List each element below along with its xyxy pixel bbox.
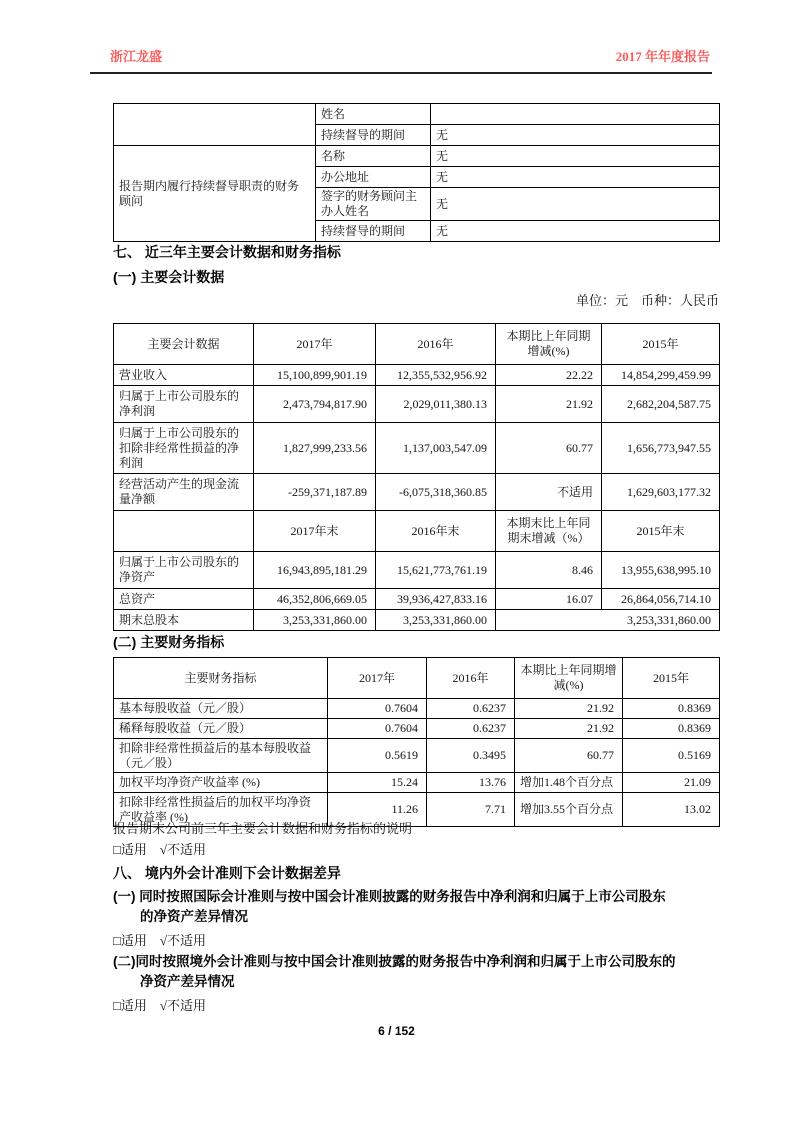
value-2017: 16,943,895,181.29 [254, 552, 376, 589]
row-label: 经营活动产生的现金流量净额 [114, 474, 254, 511]
value-2015: 3,253,331,860.00 [496, 610, 720, 631]
value-2016: 3,253,331,860.00 [376, 610, 496, 631]
accounting-data-table [113, 323, 720, 631]
value-change: 不适用 [496, 474, 602, 511]
applicability-note: □适用 √不适用 [113, 998, 206, 1013]
value-2015: 13.02 [623, 793, 720, 827]
value-2015: 2,682,204,587.75 [602, 386, 720, 423]
value-2017: 11.26 [328, 793, 427, 827]
value-2016: 1,137,003,547.09 [376, 423, 496, 474]
value-change: 60.77 [496, 423, 602, 474]
col-header: 2017年末 [254, 511, 376, 552]
col-header: 2016年末 [376, 511, 496, 552]
value-2016: 39,936,427,833.16 [376, 589, 496, 610]
notes-explain-text: 报告期末公司前三年主要会计数据和财务指标的说明 [113, 821, 413, 836]
section-7-heading: 七、 近三年主要会计数据和财务指标 [113, 244, 341, 260]
advisor-field-value: 无 [431, 146, 720, 167]
table-row [114, 773, 720, 793]
applicability-note: □适用 √不适用 [113, 842, 206, 857]
page-header [90, 46, 712, 74]
row-label: 稀释每股收益（元／股） [114, 719, 328, 739]
row-label: 归属于上市公司股东的净资产 [114, 552, 254, 589]
advisor-field-value [431, 104, 720, 125]
table-row [114, 589, 720, 610]
value-change: 21.92 [515, 719, 623, 739]
advisor-group-label-empty [114, 104, 316, 146]
value-change: 21.92 [515, 699, 623, 719]
advisor-field-label: 办公地址 [316, 167, 431, 188]
advisor-field-value: 无 [431, 188, 720, 221]
value-2016: -6,075,318,360.85 [376, 474, 496, 511]
header-company-name: 浙江龙盛 [110, 49, 163, 64]
value-2016: 0.6237 [427, 719, 515, 739]
section-7-1-heading: (一) 主要会计数据 [113, 269, 225, 285]
col-header: 主要会计数据 [114, 324, 254, 365]
section-7-2-heading: (二) 主要财务指标 [113, 634, 225, 650]
row-label: 期末总股本 [114, 610, 254, 631]
value-2015: 1,656,773,947.55 [602, 423, 720, 474]
row-label: 总资产 [114, 589, 254, 610]
advisor-field-label: 名称 [316, 146, 431, 167]
value-2015: 14,854,299,459.99 [602, 365, 720, 386]
table-row [114, 739, 720, 773]
value-2017: -259,371,187.89 [254, 474, 376, 511]
value-2016: 15,621,773,761.19 [376, 552, 496, 589]
advisor-field-label: 姓名 [316, 104, 431, 125]
col-header: 本期比上年同期增减(%) [496, 324, 602, 365]
section-8-1-heading [113, 887, 725, 927]
value-2017: 1,827,999,233.56 [254, 423, 376, 474]
advisor-continuation-table [113, 103, 720, 242]
value-change: 21.92 [496, 386, 602, 423]
value-2017: 3,253,331,860.00 [254, 610, 376, 631]
value-change: 增加1.48个百分点 [515, 773, 623, 793]
col-header: 2015年 [602, 324, 720, 365]
table-header-row [114, 511, 720, 552]
table-row [114, 474, 720, 511]
row-label: 扣除非经常性损益后的加权平均净资产收益率 (%) [114, 793, 328, 827]
col-header: 2015年末 [602, 511, 720, 552]
table-row [114, 699, 720, 719]
heading-line: 的净资产差异情况 [140, 909, 248, 924]
advisor-field-label: 持续督导的期间 [316, 221, 431, 242]
value-2017: 0.5619 [328, 739, 427, 773]
table-row [114, 423, 720, 474]
financial-indicators-table [113, 657, 720, 827]
value-change: 22.22 [496, 365, 602, 386]
applicability-note: □适用 √不适用 [113, 933, 206, 948]
col-header: 2016年 [427, 658, 515, 699]
advisor-field-label: 签字的财务顾问主办人姓名 [316, 188, 431, 221]
value-change: 8.46 [496, 552, 602, 589]
col-header: 2017年 [254, 324, 376, 365]
value-2016: 2,029,011,380.13 [376, 386, 496, 423]
col-header: 2016年 [376, 324, 496, 365]
col-header [114, 511, 254, 552]
col-header: 主要财务指标 [114, 658, 328, 699]
value-2017: 46,352,806,669.05 [254, 589, 376, 610]
table-row [114, 365, 720, 386]
row-label: 归属于上市公司股东的扣除非经常性损益的净利润 [114, 423, 254, 474]
table-row [114, 610, 720, 631]
value-2017: 15,100,899,901.19 [254, 365, 376, 386]
value-2017: 0.7604 [328, 719, 427, 739]
col-header: 本期比上年同期增减(%) [515, 658, 623, 699]
value-2016: 7.71 [427, 793, 515, 827]
value-2015: 0.5169 [623, 739, 720, 773]
advisor-field-value: 无 [431, 125, 720, 146]
advisor-field-value: 无 [431, 167, 720, 188]
row-label: 基本每股收益（元／股） [114, 699, 328, 719]
value-2017: 15.24 [328, 773, 427, 793]
value-2015: 21.09 [623, 773, 720, 793]
value-change: 增加3.55个百分点 [515, 793, 623, 827]
row-label: 加权平均净资产收益率 (%) [114, 773, 328, 793]
col-header: 2015年 [623, 658, 720, 699]
heading-line: 净资产差异情况 [140, 974, 235, 989]
value-change: 60.77 [515, 739, 623, 773]
table-row [114, 146, 720, 167]
value-change: 16.07 [496, 589, 602, 610]
unit-currency-note: 单位：元 币种：人民币 [575, 293, 719, 308]
row-label: 营业收入 [114, 365, 254, 386]
table-row [114, 719, 720, 739]
value-2015: 13,955,638,995.10 [602, 552, 720, 589]
table-row [114, 386, 720, 423]
value-2017: 0.7604 [328, 699, 427, 719]
row-label: 归属于上市公司股东的净利润 [114, 386, 254, 423]
table-row [114, 104, 720, 125]
row-label: 扣除非经常性损益后的基本每股收益（元／股） [114, 739, 328, 773]
value-2015: 1,629,603,177.32 [602, 474, 720, 511]
advisor-field-value: 无 [431, 221, 720, 242]
header-report-title: 2017 年年度报告 [615, 49, 710, 64]
value-2015: 26,864,056,714.10 [602, 589, 720, 610]
value-2015: 0.8369 [623, 719, 720, 739]
value-2016: 12,355,532,956.92 [376, 365, 496, 386]
advisor-group-label: 报告期内履行持续督导职责的财务顾问 [114, 146, 316, 242]
value-2016: 0.3495 [427, 739, 515, 773]
value-2016: 0.6237 [427, 699, 515, 719]
value-2015: 0.8369 [623, 699, 720, 719]
value-2016: 13.76 [427, 773, 515, 793]
col-header: 本期末比上年同期末增减（%） [496, 511, 602, 552]
page-number: 6 / 152 [378, 1024, 415, 1038]
col-header: 2017年 [328, 658, 427, 699]
table-row [114, 552, 720, 589]
value-2017: 2,473,794,817.90 [254, 386, 376, 423]
heading-line: (一) 同时按照国际会计准则与按中国会计准则披露的财务报告中净利润和归属于上市公司股东 [113, 889, 666, 904]
section-8-2-heading [113, 952, 725, 992]
heading-line: (二)同时按照境外会计准则与按中国会计准则披露的财务报告中净利润和归属于上市公司股东的 [113, 954, 676, 969]
section-8-heading: 八、 境内外会计准则下会计数据差异 [113, 865, 341, 881]
table-header-row [114, 658, 720, 699]
advisor-field-label: 持续督导的期间 [316, 125, 431, 146]
table-header-row [114, 324, 720, 365]
